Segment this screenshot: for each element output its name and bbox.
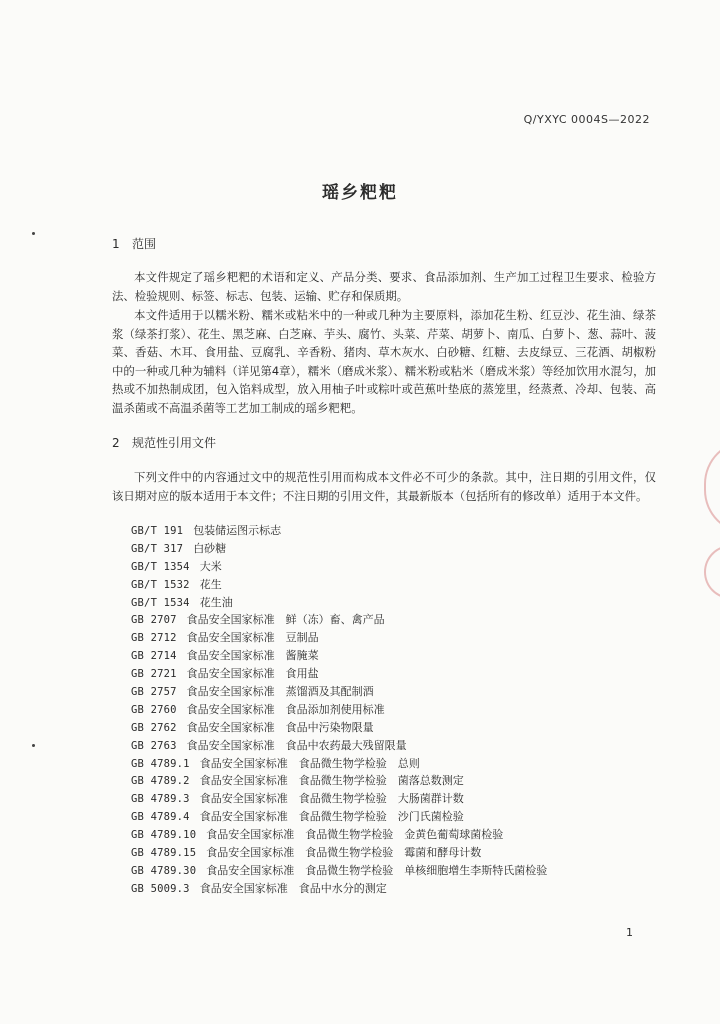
reference-title: 食品安全国家标准 豆制品 (186, 631, 319, 645)
reference-code: GB 2763 (131, 739, 177, 752)
reference-title: 白砂糖 (193, 541, 227, 555)
reference-title: 食品安全国家标准 鲜（冻）畜、禽产品 (186, 613, 385, 627)
reference-title: 食品安全国家标准 食品微生物学检验 总则 (199, 756, 420, 770)
list-item (131, 790, 547, 808)
reference-code: GB/T 1534 (131, 596, 190, 609)
list-item (131, 522, 547, 540)
reference-code: GB 4789.2 (131, 775, 190, 788)
reference-code: GB 4789.10 (131, 829, 197, 842)
reference-code: GB/T 1532 (131, 578, 190, 591)
scan-dot (32, 232, 35, 235)
list-item (131, 808, 547, 826)
document-title: 瑶乡粑粑 (322, 183, 398, 203)
reference-title: 食品安全国家标准 食品微生物学检验 金黄色葡萄球菌检验 (206, 828, 504, 842)
list-item (131, 844, 547, 862)
reference-code: GB 2721 (131, 668, 177, 681)
reference-code: GB/T 191 (131, 525, 184, 537)
reference-title: 食品安全国家标准 酱腌菜 (186, 649, 319, 663)
list-item (131, 665, 547, 683)
paragraph: 下列文件中的内容通过文中的规范性引用而构成本文件必不可少的条款。其中，注日期的引用文件，仅该日期对应的版本适用于本文件；不注日期的引用文件，其最新版本（包括所有的修改单）适用于本文件。 (112, 470, 656, 503)
section-number: 1 (112, 237, 120, 251)
reference-title: 食品安全国家标准 食品中污染物限量 (186, 720, 374, 734)
reference-title: 食品安全国家标准 食用盐 (186, 667, 319, 681)
section-title: 规范性引用文件 (132, 436, 217, 450)
reference-title: 花生 (199, 577, 222, 591)
reference-code: GB 5009.3 (131, 882, 190, 895)
scan-dot (32, 744, 35, 747)
reference-title: 食品安全国家标准 蒸馏酒及其配制酒 (186, 685, 374, 699)
reference-code: GB 4789.15 (131, 847, 197, 860)
list-item (131, 611, 547, 629)
reference-title: 食品安全国家标准 食品中水分的测定 (199, 881, 387, 895)
reference-code: GB/T 317 (131, 542, 184, 555)
reference-code: GB/T 1354 (131, 560, 190, 573)
reference-code: GB 4789.3 (131, 793, 190, 806)
reference-code: GB 4789.1 (131, 757, 190, 770)
list-item (131, 629, 547, 647)
list-item (131, 701, 547, 719)
list-item (131, 826, 547, 844)
page-number: 1 (626, 926, 633, 939)
reference-list (131, 522, 547, 898)
reference-code: GB 2707 (131, 614, 177, 627)
reference-title: 食品安全国家标准 食品微生物学检验 沙门氏菌检验 (199, 810, 464, 824)
reference-title: 食品安全国家标准 食品微生物学检验 霉菌和酵母计数 (206, 846, 482, 860)
reference-code: GB 2714 (131, 650, 177, 663)
list-item (131, 647, 547, 665)
list-item (131, 772, 547, 790)
list-item (131, 862, 547, 880)
list-item (131, 594, 547, 612)
document-code: Q/YXYC 0004S—2022 (523, 113, 650, 126)
section-title: 范围 (132, 237, 157, 251)
section-heading-scope (112, 235, 156, 252)
reference-code: GB 4789.30 (131, 864, 197, 877)
list-item (131, 737, 547, 755)
list-item (131, 755, 547, 773)
seal-stamp-fragment (704, 440, 720, 534)
reference-code: GB 2762 (131, 721, 177, 734)
list-item (131, 540, 547, 558)
list-item (131, 719, 547, 737)
reference-title: 食品安全国家标准 食品微生物学检验 大肠菌群计数 (199, 792, 464, 806)
reference-code: GB 2760 (131, 703, 177, 716)
reference-title: 包装储运图示标志 (193, 524, 282, 537)
reference-title: 食品安全国家标准 食品微生物学检验 菌落总数测定 (199, 774, 464, 788)
reference-code: GB 4789.4 (131, 811, 190, 824)
reference-code: GB 2757 (131, 686, 177, 699)
reference-code: GB 2712 (131, 632, 177, 645)
section-number: 2 (112, 436, 120, 450)
paragraph: 本文件适用于以糯米粉、糯米或粘米中的一种或几种为主要原料，添加花生粉、红豆沙、花生油、绿茶浆（绿茶打浆）、花生、黑芝麻、白芝麻、芋头、腐竹、头菜、芹菜、胡萝卜、南瓜、白萝卜、葱、蒜叶、菠菜、香菇、木耳、食用盐、豆腐乳、辛香粉、猪肉、草木灰水、白砂糖、红糖、去皮绿豆、三花酒、胡椒粉中的一种或几种为辅料（详见第4章），糯米（磨成米浆）、糯米粉或粘米（磨成米浆）等经加饮用水混匀，加热或不加热制成团，包入馅料成型，放入用柚子叶或粽叶或芭蕉叶垫底的蒸笼里，经蒸煮、冷却、包装、高温杀菌或不高温杀菌等工艺加工制成的瑶乡粑粑。 (112, 308, 656, 415)
list-item (131, 880, 547, 898)
section-heading-normative-references (112, 434, 216, 451)
list-item (131, 576, 547, 594)
reference-title: 大米 (199, 559, 222, 573)
reference-title: 食品安全国家标准 食品微生物学检验 单核细胞增生李斯特氏菌检验 (206, 863, 548, 877)
reference-title: 花生油 (199, 595, 233, 609)
list-item (131, 683, 547, 701)
reference-title: 食品安全国家标准 食品中农药最大残留限量 (186, 738, 407, 752)
reference-title: 食品安全国家标准 食品添加剂使用标准 (186, 702, 385, 716)
list-item (131, 558, 547, 576)
seal-stamp-fragment (704, 545, 720, 599)
paragraph: 本文件规定了瑶乡粑粑的术语和定义、产品分类、要求、食品添加剂、生产加工过程卫生要求、检验方法、检验规则、标签、标志、包装、运输、贮存和保质期。 (112, 270, 656, 303)
